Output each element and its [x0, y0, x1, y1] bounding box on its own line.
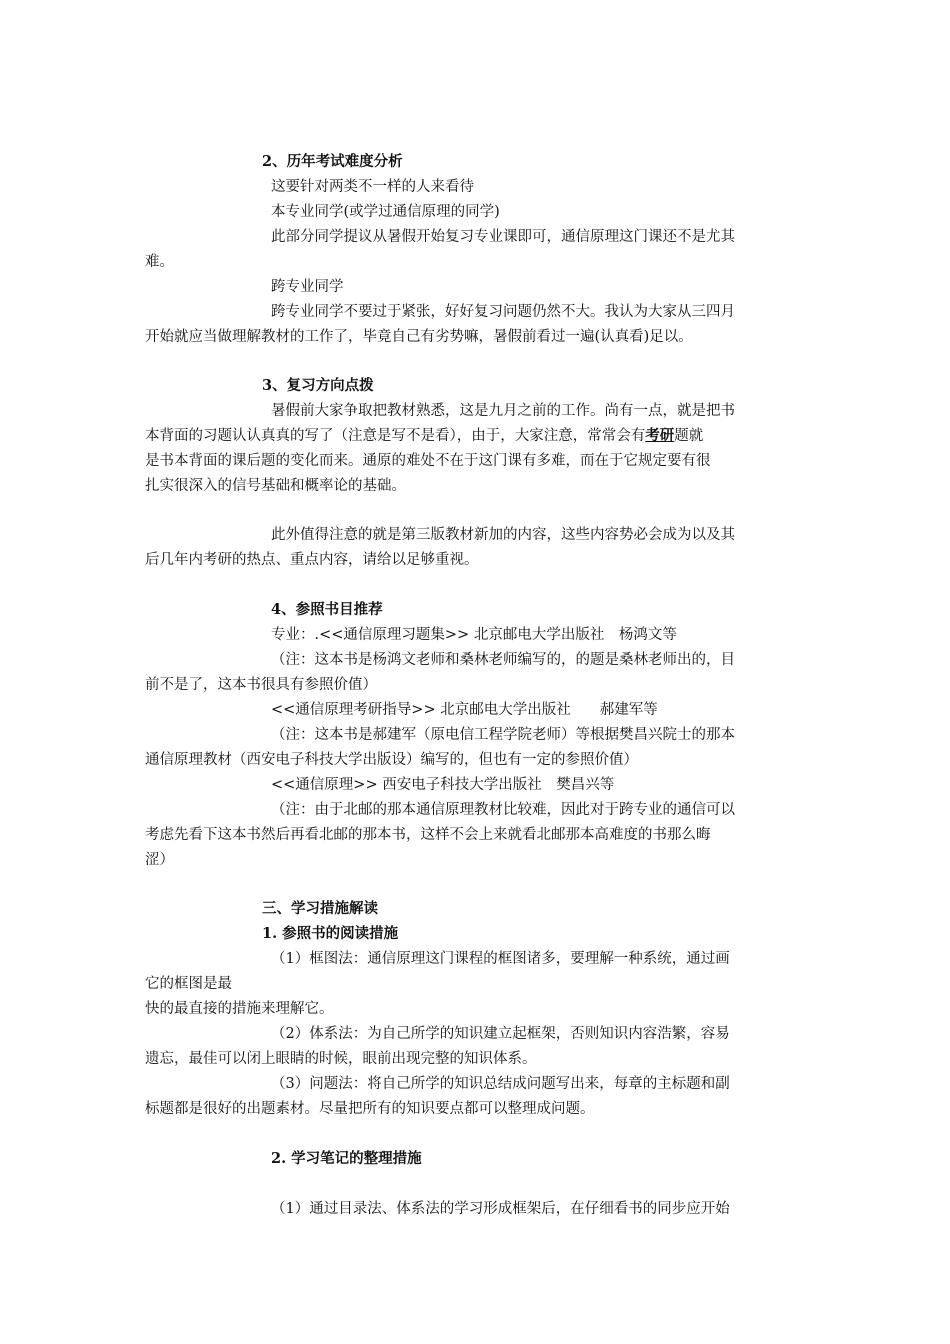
paragraph-line: 快的最直接的措施来理解它。 — [145, 1001, 334, 1017]
paragraph-line: 难。 — [145, 254, 174, 270]
subsection-1-heading: 1. 参照书的阅读措施 — [262, 925, 399, 942]
paragraph-line: （注：由于北邮的那本通信原理教材比较难，因此对于跨专业的通信可以 — [271, 802, 735, 818]
paragraph-line: （1）框图法：通信原理这门课程的框图诸多，要理解一种系统，通过画 — [271, 951, 730, 967]
paragraph-line: 专业：.<<通信原理习题集>> 北京邮电大学出版社 杨鸿文等 — [271, 627, 677, 643]
paragraph-line: 标题都是很好的出题素材。尽量把所有的知识要点都可以整理成问题。 — [145, 1101, 595, 1117]
paragraph-line: 是书本背面的课后题的变化而来。通原的难处不在于这门课有多难，而在于它规定要有很 — [145, 453, 711, 469]
paragraph-line: （2）体系法：为自己所学的知识建立起框架，否则知识内容浩繁，容易 — [271, 1026, 730, 1042]
text-segment: 本背面的习题认认真真的写了（注意是写不是看），由于，大家注意，常常会有 — [145, 428, 646, 444]
section-3-heading: 3、复习方向点拨 — [262, 377, 374, 394]
section-three-heading: 三、学习措施解读 — [262, 900, 378, 917]
paragraph-line: （1）通过目录法、体系法的学习形成框架后，在仔细看书的同步应开始 — [271, 1201, 730, 1217]
paragraph-line — [145, 426, 703, 446]
paragraph-line: 暑假前大家争取把教材熟悉，这是九月之前的工作。尚有一点，就是把书 — [271, 403, 735, 419]
paragraph-line: 扎实很深入的信号基础和概率论的基础。 — [145, 478, 406, 494]
paragraph-line: 遗忘，最佳可以闭上眼睛的时候，眼前出现完整的知识体系。 — [145, 1051, 537, 1067]
kaoyan-link[interactable]: 考研 — [645, 427, 675, 444]
paragraph-line: 跨专业同学不要过于紧张，好好复习问题仍然不大。我认为大家从三四月 — [271, 304, 735, 320]
paragraph-line: 这要针对两类不一样的人来看待 — [271, 179, 474, 195]
paragraph-line: 涩） — [145, 852, 174, 868]
text-segment: 题就 — [674, 428, 704, 444]
paragraph-line: 跨专业同学 — [271, 279, 344, 295]
paragraph-line: 考虑先看下这本书然后再看北邮的那本书，这样不会上来就看北邮那本高难度的书那么晦 — [145, 827, 711, 843]
paragraph-line: <<通信原理>> 西安电子科技大学出版社 樊昌兴等 — [271, 777, 615, 793]
paragraph-line: 后几年内考研的热点、重点内容，请给以足够重视。 — [145, 552, 479, 568]
paragraph-line: <<通信原理考研指导>> 北京邮电大学出版社 郝建军等 — [271, 702, 658, 718]
paragraph-line: （注：这本书是杨鸿文老师和桑林老师编写的，的题是桑林老师出的，目 — [271, 652, 735, 668]
paragraph-line: 此部分同学提议从暑假开始复习专业课即可，通信原理这门课还不是尤其 — [271, 229, 735, 245]
paragraph-line: 它的框图是最 — [145, 976, 232, 992]
paragraph-line: 此外值得注意的就是第三版教材新加的内容，这些内容势必会成为以及其 — [271, 527, 735, 543]
section-4-heading: 4、参照书目推荐 — [271, 601, 383, 618]
paragraph-line: 前不是了，这本书很具有参照价值） — [145, 677, 377, 693]
paragraph-line: （注：这本书是郝建军（原电信工程学院老师）等根据樊昌兴院士的那本 — [271, 727, 735, 743]
paragraph-line: 通信原理教材（西安电子科技大学出版设）编写的，但也有一定的参照价值） — [145, 752, 638, 768]
section-2-heading: 2、历年考试难度分析 — [262, 153, 403, 170]
paragraph-line: （3）问题法：将自己所学的知识总结成问题写出来，每章的主标题和副 — [271, 1076, 730, 1092]
paragraph-line: 本专业同学(或学过通信原理的同学) — [271, 204, 500, 220]
subsection-2-heading: 2. 学习笔记的整理措施 — [271, 1150, 422, 1167]
paragraph-line: 开始就应当做理解教材的工作了，毕竟自己有劣势嘛，暑假前看过一遍(认真看)足以。 — [145, 329, 693, 345]
